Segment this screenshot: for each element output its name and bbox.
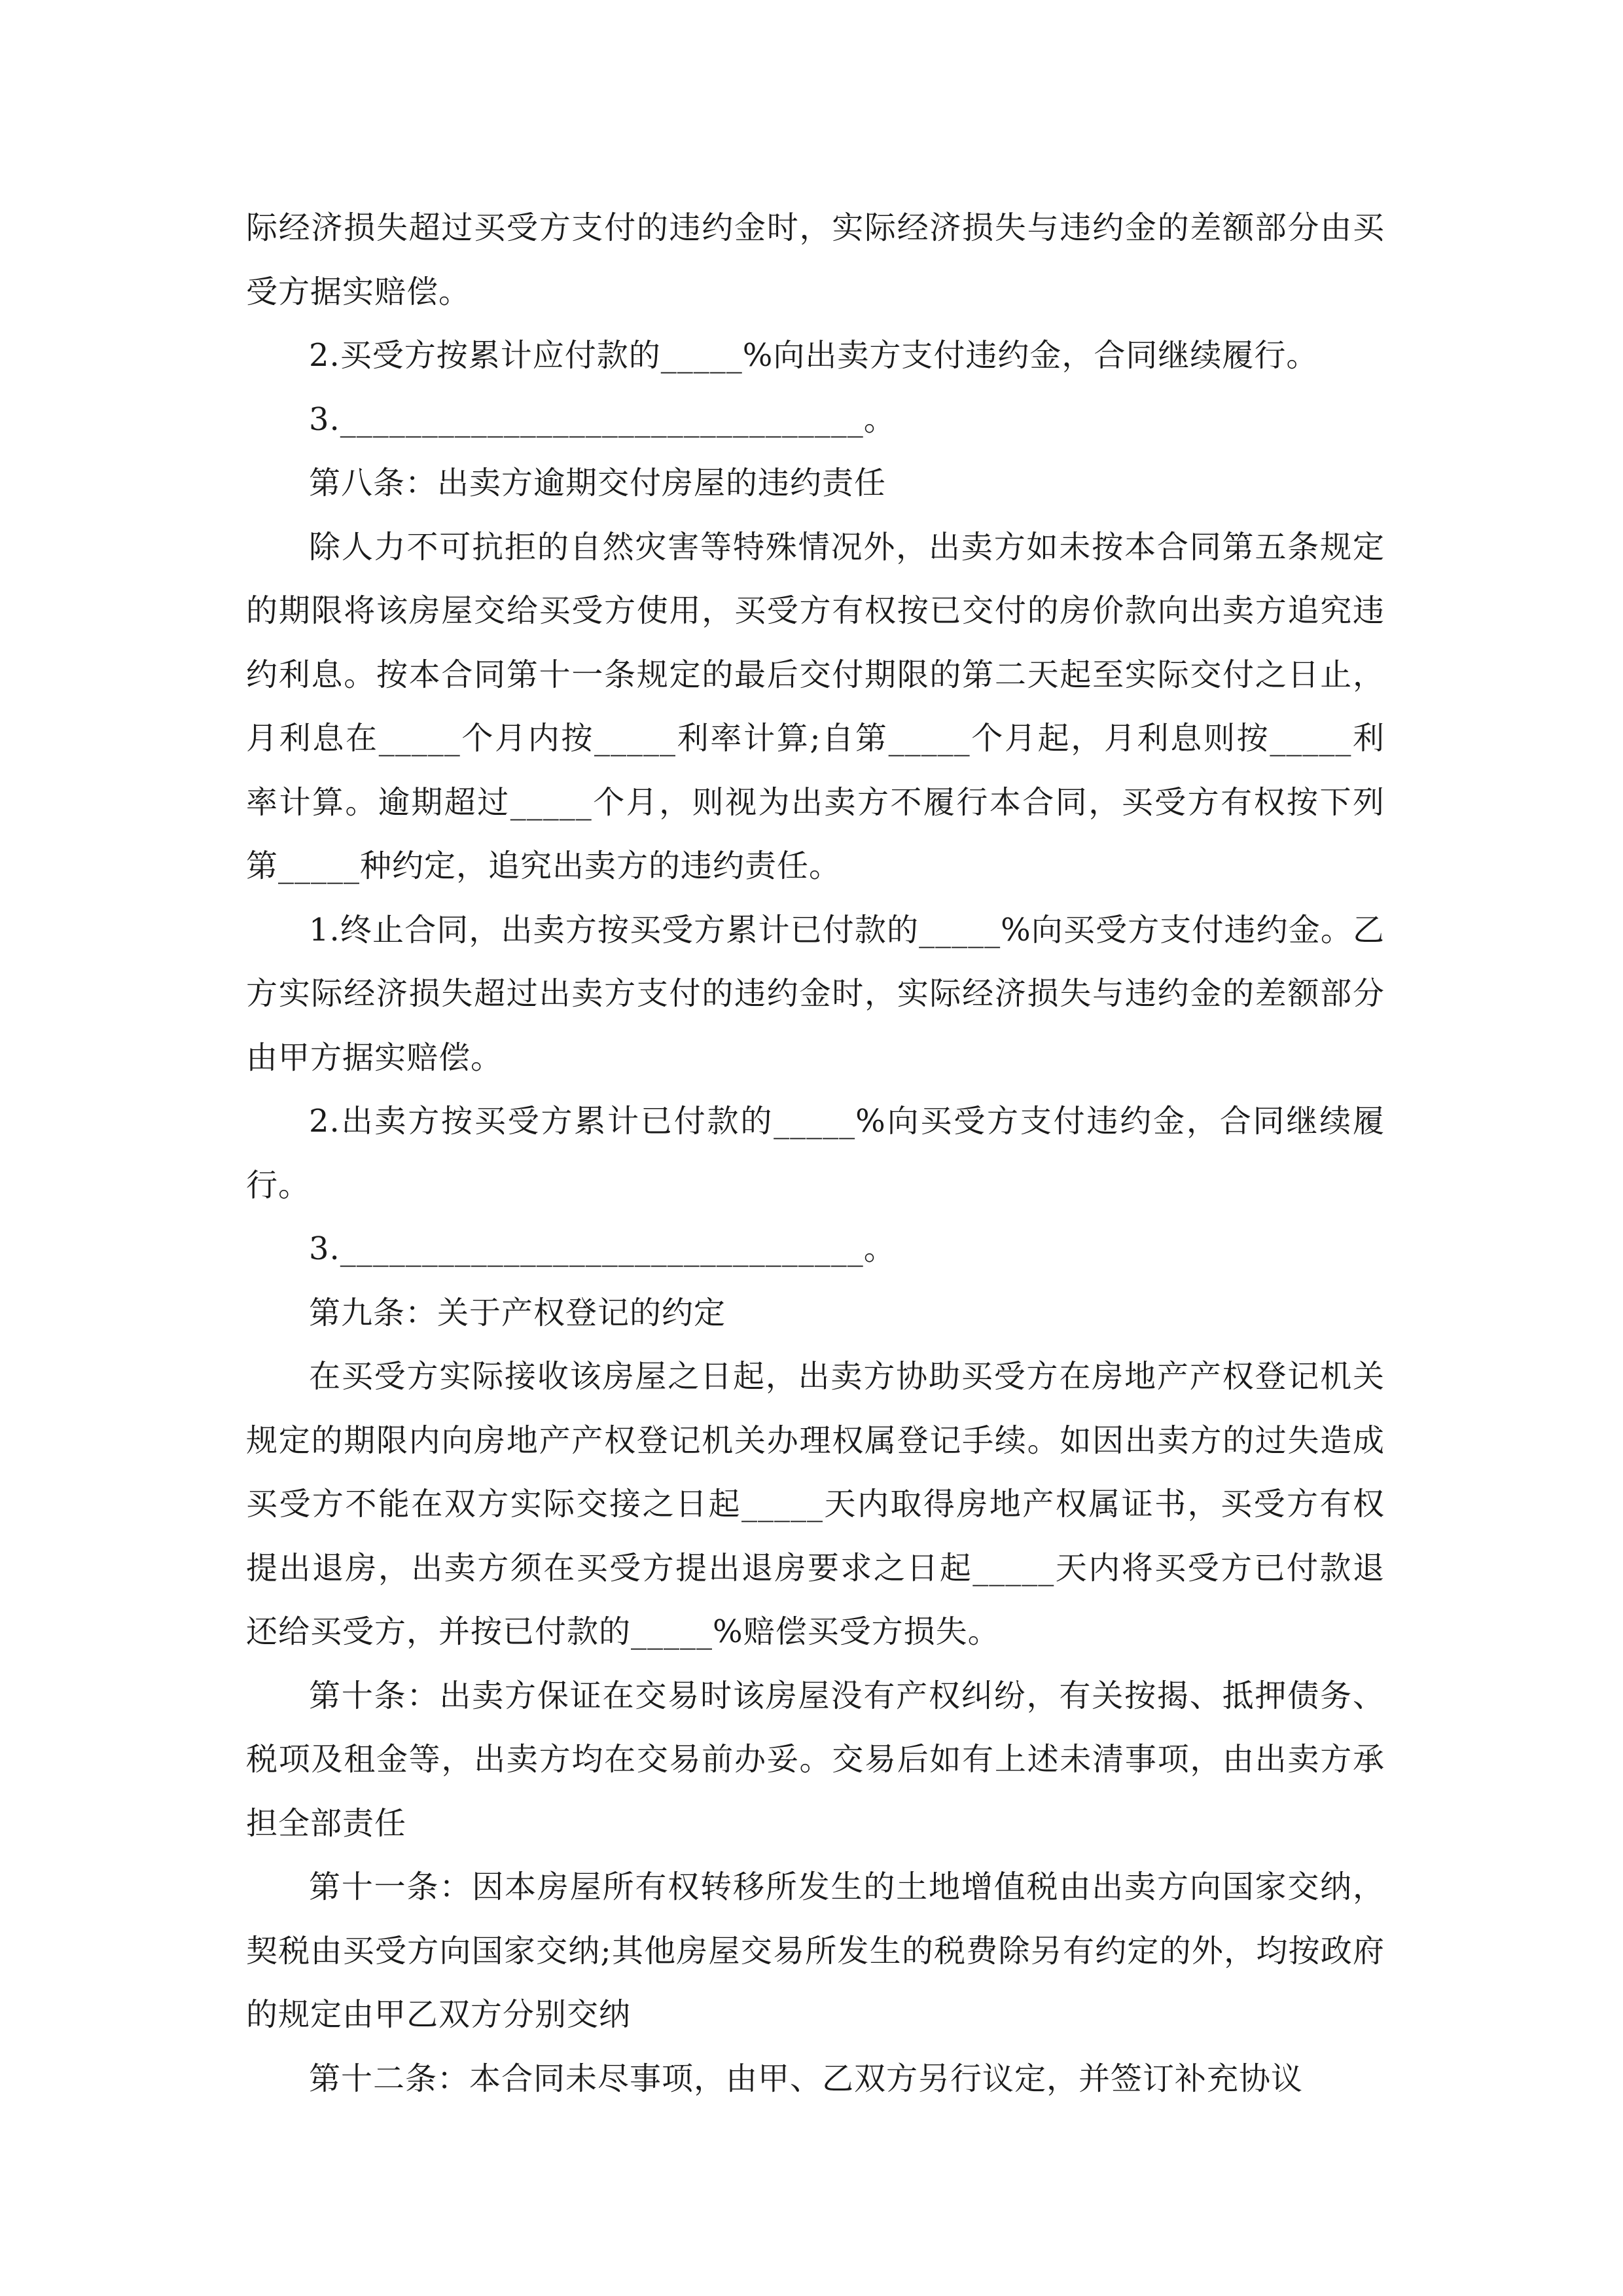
article-8-item-1: 1.终止合同，出卖方按买受方累计已付款的_____%向买受方支付违约金。乙方实际经济损失超过出卖方支付的违约金时，实际经济损失与违约金的差额部分由甲方据实赔偿。 [246, 911, 1385, 1076]
article-8-body: 除人力不可抗拒的自然灾害等特殊情况外，出卖方如未按本合同第五条规定的期限将该房屋交给买受方使用，买受方有权按已交付的房价款向出卖方追究违约利息。按本合同第十一条规定的最后交付期限的第二天起至实际交付之日止，月利息在_____个月内按_____利率计算;自第_____个月起，月利息则按_____利率计算。逾期超过_____个月，则视为出卖方不履行本合同，买受方有权按下列第_____种约定，追究出卖方的违约责任。 [246, 528, 1385, 884]
article-10: 第十条：出卖方保证在交易时该房屋没有产权纠纷，有关按揭、抵押债务、税项及租金等，出卖方均在交易前办妥。交易后如有上述未清事项，由出卖方承担全部责任 [246, 1677, 1385, 1842]
article-12: 第十二条：本合同未尽事项，由甲、乙双方另行议定，并签订补充协议 [309, 2060, 1304, 2097]
clause-7-item-2: 2.买受方按累计应付款的_____%向出卖方支付违约金，合同继续履行。 [309, 337, 1319, 374]
article-8-item-3: 3.________________________________。 [309, 1230, 896, 1267]
article-11: 第十一条：因本房屋所有权转移所发生的土地增值税由出卖方向国家交纳，契税由买受方向国家交纳;其他房屋交易所发生的税费除另有约定的外，均按政府的规定由甲乙双方分别交纳 [246, 1869, 1385, 2033]
paragraph-continuation: 际经济损失超过买受方支付的违约金时，实际经济损失与违约金的差额部分由买受方据实赔偿。 [246, 209, 1385, 310]
article-9-body: 在买受方实际接收该房屋之日起，出卖方协助买受方在房地产产权登记机关规定的期限内向房地产产权登记机关办理权属登记手续。如因出卖方的过失造成买受方不能在双方实际交接之日起_____天内取得房地产权属证书，买受方有权提出退房，出卖方须在买受方提出退房要求之日起_____天内将买受方已付款退还给买受方，并按已付款的_____%赔偿买受方损失。 [246, 1358, 1385, 1650]
article-9-heading: 第九条：关于产权登记的约定 [309, 1294, 726, 1331]
contract-body [246, 196, 1385, 2111]
article-8-heading: 第八条：出卖方逾期交付房屋的违约责任 [309, 465, 887, 501]
article-8-item-2: 2.出卖方按买受方累计已付款的_____%向买受方支付违约金，合同继续履行。 [246, 1103, 1385, 1204]
clause-7-item-3: 3.________________________________。 [309, 401, 896, 438]
